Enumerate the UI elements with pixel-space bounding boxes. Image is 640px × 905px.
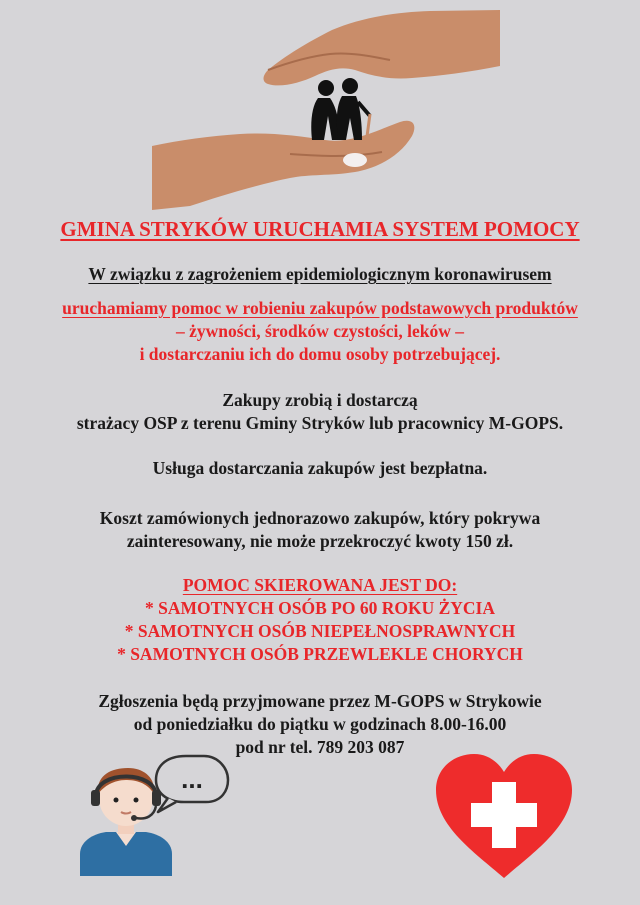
cost-text: Koszt zamówionych jednorazowo zakupów, który pokrywa zainteresowany, nie może przekroczyć kwoty 150 zł. — [99, 508, 541, 551]
call-center-avatar-icon — [76, 750, 236, 876]
target-list — [0, 574, 640, 666]
target-item: * SAMOTNYCH OSÓB NIEPEŁNOSPRAWNYCH — [124, 621, 516, 641]
target-item: * SAMOTNYCH OSÓB PRZEWLEKLE CHORYCH — [117, 644, 523, 664]
bubble-text: ... — [181, 764, 203, 794]
help-line-1: uruchamiamy pomoc w robieniu zakupów podstawowych produktów — [62, 298, 578, 318]
target-item: * SAMOTNYCH OSÓB PO 60 ROKU ŻYCIA — [144, 598, 496, 618]
help-line-3: i dostarczaniu ich do domu osoby potrzebującej. — [139, 344, 501, 364]
intro-text: W związku z zagrożeniem epidemiologicznym koronawirusem — [88, 264, 552, 284]
contact-text: Zgłoszenia będą przyjmowane przez M-GOPS w Strykowie od poniedziałku do piątku w godzinach 8.00-16.00 pod nr tel. 789 203 087 — [98, 691, 542, 757]
free-service-text: Usługa dostarczania zakupów jest bezpłatna. — [152, 458, 488, 478]
hands-elderly-illustration — [150, 6, 502, 212]
target-heading: POMOC SKIEROWANA JEST DO: — [182, 575, 458, 595]
help-line-2: – żywności, środków czystości, leków – — [176, 321, 464, 341]
delivery-text: Zakupy zrobią i dostarczą strażacy OSP z terenu Gminy Stryków lub pracownicy M-GOPS. — [76, 390, 564, 433]
heart-cross-icon — [434, 752, 574, 880]
page-title: GMINA STRYKÓW URUCHAMIA SYSTEM POMOCY — [60, 217, 580, 241]
